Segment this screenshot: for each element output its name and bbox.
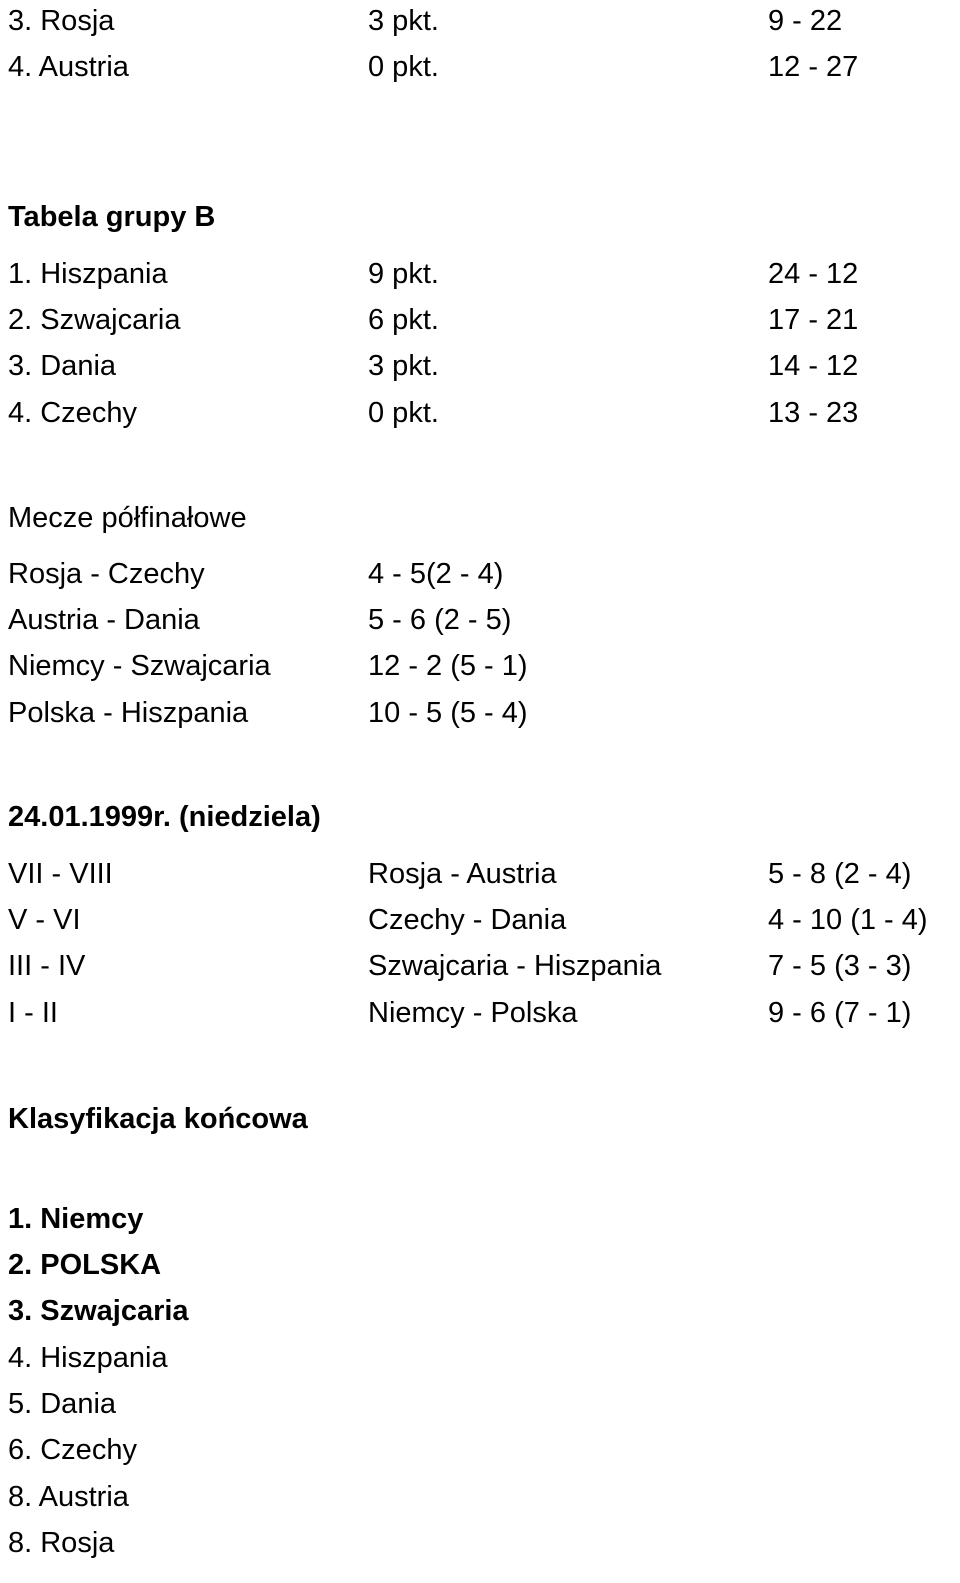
team-goals: 24 - 12	[768, 258, 859, 290]
team-goals: 12 - 27	[768, 51, 859, 83]
placement: III - IV	[8, 950, 86, 982]
team-goals: 13 - 23	[768, 397, 859, 429]
team-points: 3 pkt.	[368, 350, 439, 382]
team-name: 4. Austria	[8, 51, 129, 83]
team-name: 1. Hiszpania	[8, 258, 168, 290]
match-score: 9 - 6 (7 - 1)	[768, 997, 912, 1029]
standing-item: 3. Szwajcaria	[8, 1295, 189, 1327]
standing-item: 2. POLSKA	[8, 1249, 162, 1281]
standing-item: 5. Dania	[8, 1388, 117, 1420]
match-score: 5 - 6 (2 - 5)	[368, 604, 512, 636]
team-goals: 17 - 21	[768, 304, 859, 336]
team-name: 2. Szwajcaria	[8, 304, 181, 336]
match-teams: Rosja - Czechy	[8, 558, 205, 590]
match-teams: Niemcy - Szwajcaria	[8, 650, 271, 682]
match-score: 5 - 8 (2 - 4)	[768, 858, 912, 890]
team-points: 3 pkt.	[368, 5, 439, 37]
match-teams: Polska - Hiszpania	[8, 697, 249, 729]
match-score: 7 - 5 (3 - 3)	[768, 950, 912, 982]
team-points: 0 pkt.	[368, 397, 439, 429]
team-points: 9 pkt.	[368, 258, 439, 290]
standing-item: 6. Czechy	[8, 1434, 137, 1466]
team-goals: 14 - 12	[768, 350, 859, 382]
match-teams: Niemcy - Polska	[368, 997, 578, 1029]
final-standings-title: Klasyfikacja końcowa	[8, 1103, 308, 1135]
standing-item: 1. Niemcy	[8, 1203, 144, 1235]
semifinals-title: Mecze półfinałowe	[8, 502, 247, 534]
match-score: 4 - 10 (1 - 4)	[768, 904, 928, 936]
match-score: 4 - 5(2 - 4)	[368, 558, 504, 590]
team-points: 0 pkt.	[368, 51, 439, 83]
match-score: 10 - 5 (5 - 4)	[368, 697, 528, 729]
team-name: 3. Dania	[8, 350, 117, 382]
placement: VII - VIII	[8, 858, 113, 890]
group-b-title: Tabela grupy B	[8, 201, 216, 233]
match-teams: Rosja - Austria	[368, 858, 557, 890]
team-name: 3. Rosja	[8, 5, 115, 37]
standing-item: 4. Hiszpania	[8, 1342, 168, 1374]
match-teams: Czechy - Dania	[368, 904, 567, 936]
team-points: 6 pkt.	[368, 304, 439, 336]
match-teams: Austria - Dania	[8, 604, 200, 636]
match-score: 12 - 2 (5 - 1)	[368, 650, 528, 682]
team-goals: 9 - 22	[768, 5, 843, 37]
team-name: 4. Czechy	[8, 397, 137, 429]
placement: V - VI	[8, 904, 81, 936]
match-teams: Szwajcaria - Hiszpania	[368, 950, 662, 982]
standing-item: 8. Austria	[8, 1481, 129, 1513]
sunday-title: 24.01.1999r. (niedziela)	[8, 801, 321, 833]
placement: I - II	[8, 997, 58, 1029]
standing-item: 8. Rosja	[8, 1527, 115, 1559]
